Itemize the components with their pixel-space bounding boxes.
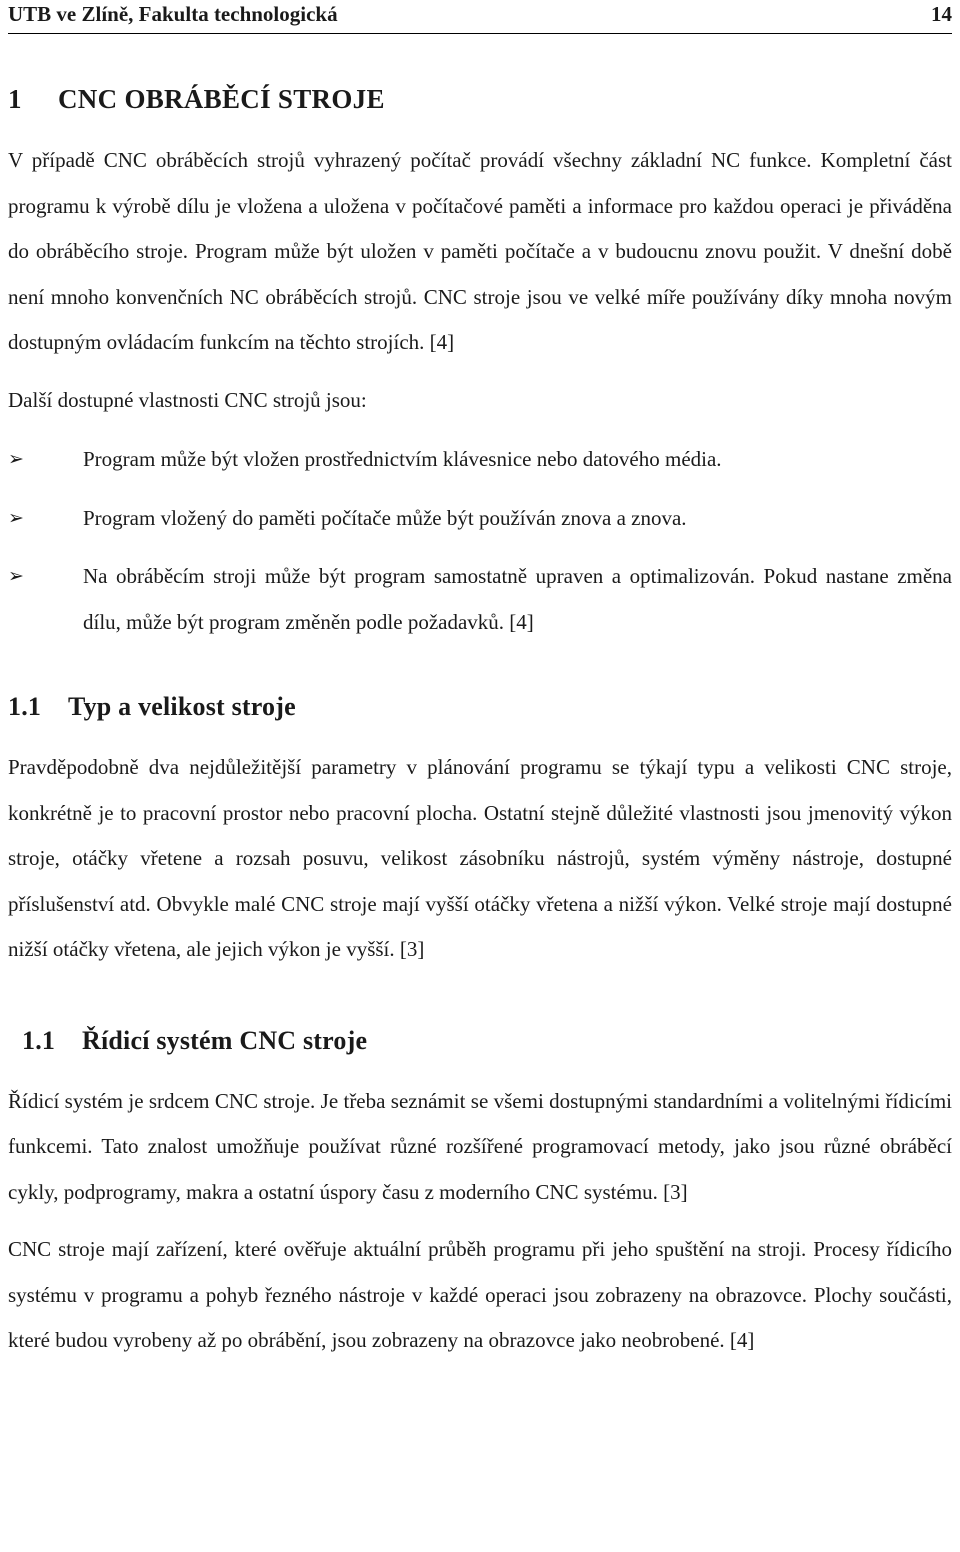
section-heading-control-system bbox=[8, 1015, 952, 1067]
arrowhead-bullet-icon: ➢ bbox=[8, 506, 24, 529]
chapter-paragraph-1: V případě CNC obráběcích strojů vyhrazený počítač provádí všechny základní NC funkce. Kompletní část programu k výrobě dílu je vložena a uložena v počítačové paměti a informace pro každou operaci je přiváděna do obráběcího stroje. Program může být uložen v paměti počítače a v budoucnu znovu použit. V dnešní době není mnoho konvenčních NC obráběcích strojů. CNC stroje jsou ve velké míře používány díky mnoha novým dostupným ovládacím funkcím na těchto strojích. [4] bbox=[8, 148, 952, 354]
list-item-text: Na obráběcím stroji může být program samostatně upraven a optimalizován. Pokud nastane změna dílu, může být program změněn podle požadavků. [4] bbox=[83, 564, 952, 634]
arrowhead-bullet-icon: ➢ bbox=[8, 448, 24, 470]
arrowhead-bullet-icon: ➢ bbox=[8, 565, 24, 587]
list-item-text: Program vložený do paměti počítače může být používán znova a znova. bbox=[83, 505, 687, 530]
chapter-paragraph-2: Další dostupné vlastnosti CNC strojů jsou: bbox=[8, 387, 367, 412]
chapter-heading bbox=[8, 74, 952, 124]
chapter-title: CNC OBRÁBĚCÍ STROJE bbox=[58, 84, 385, 114]
feature-list bbox=[8, 437, 952, 645]
section-paragraph: Pravděpodobně dva nejdůležitější parametry v plánování programu se týkají typu a velikosti CNC stroje, konkrétně je to pracovní prostor nebo pracovní plocha. Ostatní stejně důležité vlastnosti jsou jmenovitý výkon stroje, otáčky vřetene a rozsah posuvu, velikost zásobníku nástrojů, systém výměny nástroje, dostupné příslušenství atd. Obvykle malé CNC stroje mají vyšší otáčky vřetena a nižší výkon. Velké stroje mají dostupné nižší otáčky vřetena, ale jejich výkon je vyšší. [3] bbox=[8, 755, 952, 961]
list-item-text: Program může být vložen prostřednictvím klávesnice nebo datového média. bbox=[83, 447, 722, 471]
section-title: Typ a velikost stroje bbox=[68, 692, 296, 721]
list-item bbox=[8, 437, 952, 483]
header-title: UTB ve Zlíně, Fakulta technologická bbox=[8, 2, 338, 26]
list-item bbox=[8, 554, 952, 645]
section-paragraph-1: Řídicí systém je srdcem CNC stroje. Je třeba seznámit se všemi dostupnými standardními a volitelnými řídicími funkcemi. Tato znalost umožňuje používat různé rozšířené programovací metody, jako jsou různé obráběcí cykly, podprogramy, makra a ostatní úspory času z moderního CNC systému. [3] bbox=[8, 1088, 952, 1204]
section-paragraph-2: CNC stroje mají zařízení, které ověřuje aktuální průběh programu při jeho spuštění na stroji. Procesy řídicího systému v programu a pohyb řezného nástroje v každé operaci jsou zobrazeny na obrazovce. Plochy součásti, které budou vyrobeny až po obrábění, jsou zobrazeny na obrazovce jako neobrobené. [4] bbox=[8, 1237, 952, 1352]
page-number: 14 bbox=[931, 2, 952, 26]
section-heading-type-size bbox=[8, 681, 952, 733]
page-body bbox=[8, 74, 952, 1376]
section-number: 1.1 bbox=[22, 1025, 56, 1055]
chapter-number: 1 bbox=[8, 84, 22, 114]
section-number: 1.1 bbox=[8, 692, 42, 721]
section-title: Řídicí systém CNC stroje bbox=[82, 1025, 368, 1055]
list-item bbox=[8, 496, 952, 542]
page-header bbox=[8, 0, 952, 34]
